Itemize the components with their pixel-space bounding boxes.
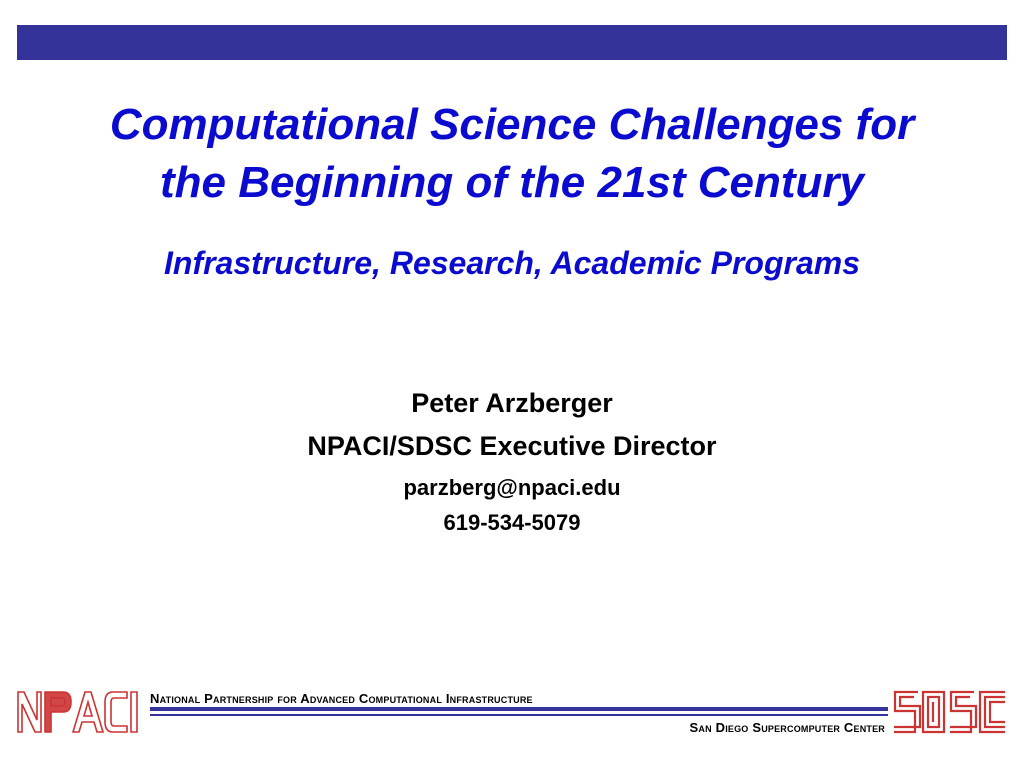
- presenter-email: parzberg@npaci.edu: [403, 475, 621, 500]
- slide-subtitle: Infrastructure, Research, Academic Programs: [164, 245, 860, 281]
- presenter-phone: 619-534-5079: [443, 510, 581, 535]
- footer-rule-thin: [150, 714, 888, 716]
- npaci-logo: [15, 688, 147, 735]
- slide-title: [0, 96, 1024, 212]
- footer-rule-thick: [150, 707, 888, 711]
- presenter-role: NPACI/SDSC Executive Director: [307, 431, 717, 461]
- title-line-2: the Beginning of the 21st Century: [159, 158, 865, 207]
- title-line-1: Computational Science Challenges for: [109, 100, 915, 149]
- presenter-block: [0, 383, 1024, 539]
- sdsc-logo: [892, 689, 1008, 735]
- npaci-fullname: National Partnership for Advanced Computational Infrastructure: [150, 691, 533, 706]
- presenter-name: Peter Arzberger: [411, 388, 613, 418]
- sdsc-fullname: San Diego Supercomputer Center: [689, 720, 885, 735]
- top-banner-bar: [17, 25, 1007, 60]
